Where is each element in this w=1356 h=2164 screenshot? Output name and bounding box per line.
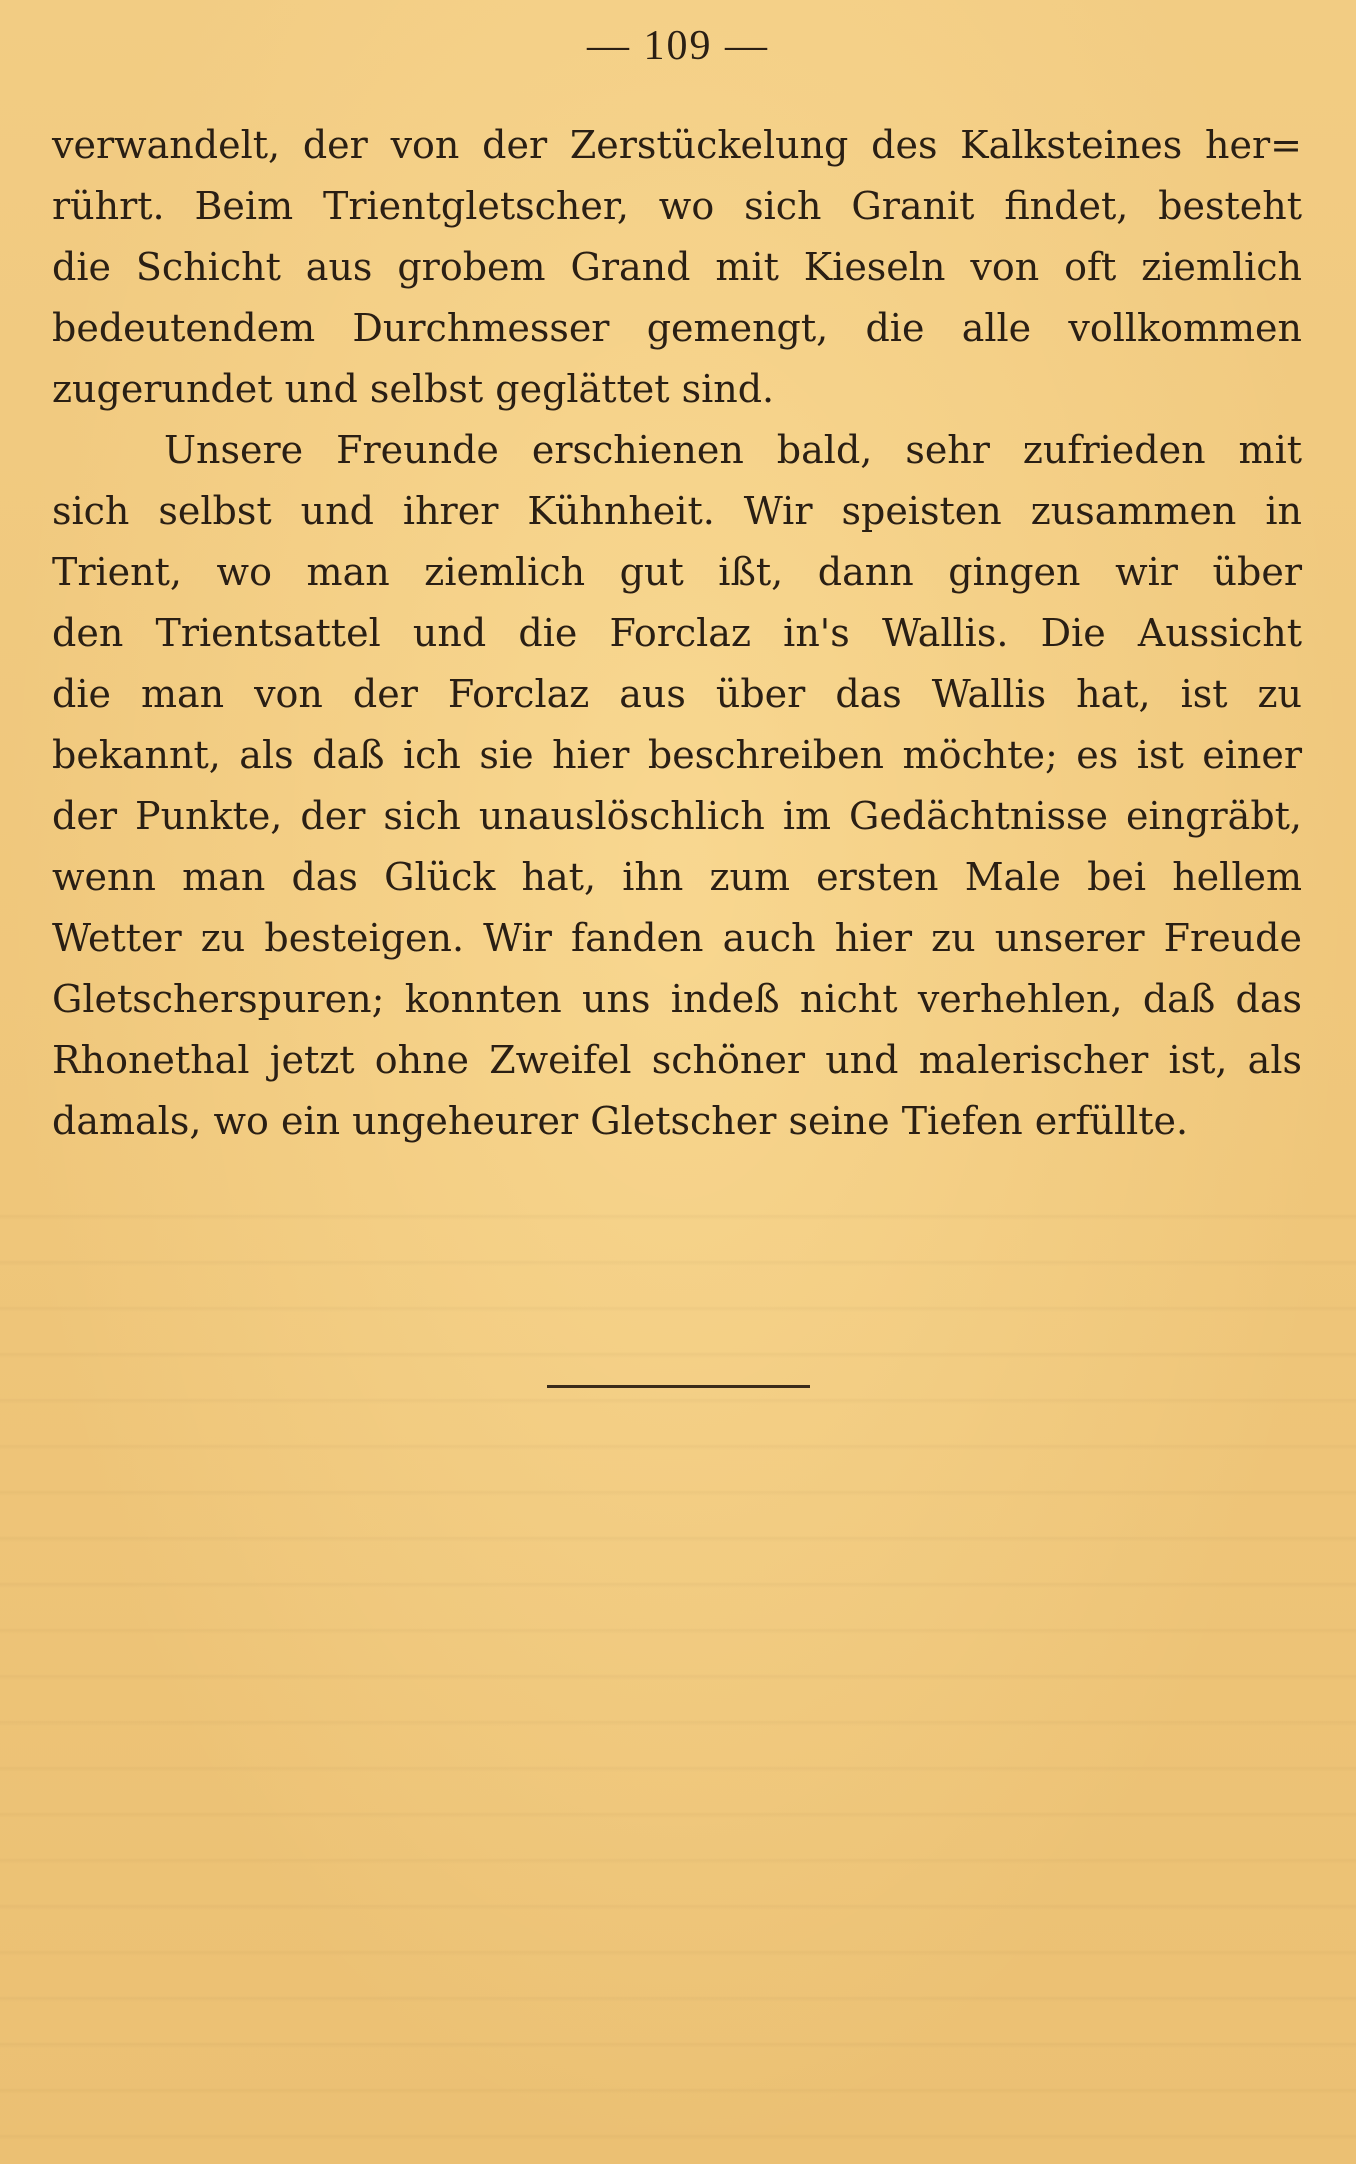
text-line: Gletscherspuren; konnten uns indeß nicht verhehlen, daß das [52, 977, 1302, 1021]
text-line: damals, wo ein ungeheurer Gletscher seine Tiefen erfüllte. [52, 1099, 1189, 1143]
body-text [52, 115, 1302, 1152]
bleed-through-texture [0, 1180, 1356, 2164]
text-line: die man von der Forclaz aus über das Wallis hat, ist zu [52, 672, 1302, 716]
text-line: den Trientsattel und die Forclaz in's Wallis. Die Aussicht [52, 611, 1302, 655]
text-line: Trient, wo man ziemlich gut ißt, dann gingen wir über [52, 550, 1302, 594]
paragraph-2 [52, 420, 1302, 1152]
page-number: — 109 — [587, 23, 769, 69]
text-line: der Punkte, der sich unauslöschlich im Gedächtnisse eingräbt, [52, 794, 1302, 838]
text-line: sich selbst und ihrer Kühnheit. Wir speisten zusammen in [52, 489, 1302, 533]
text-line: bekannt, als daß ich sie hier beschreiben möchte; es ist einer [52, 733, 1302, 777]
text-line: Wetter zu besteigen. Wir fanden auch hier zu unserer Freude [52, 916, 1302, 960]
text-line: verwandelt, der von der Zerstückelung des Kalksteines her= [52, 123, 1302, 167]
text-line: bedeutendem Durchmesser gemengt, die alle vollkommen [52, 306, 1302, 350]
text-line: die Schicht aus grobem Grand mit Kieseln von oft ziemlich [52, 245, 1302, 289]
text-line: wenn man das Glück hat, ihn zum ersten Male bei hellem [52, 855, 1302, 899]
text-line: zugerundet und selbst geglättet sind. [52, 367, 775, 411]
text-line: Unsere Freunde erschienen bald, sehr zufrieden mit [164, 428, 1302, 472]
paragraph-1 [52, 115, 1302, 420]
text-line: Rhonethal jetzt ohne Zweifel schöner und malerischer ist, als [52, 1038, 1302, 1082]
text-line: rührt. Beim Trientgletscher, wo sich Granit findet, besteht [52, 184, 1302, 228]
section-divider [547, 1385, 810, 1388]
